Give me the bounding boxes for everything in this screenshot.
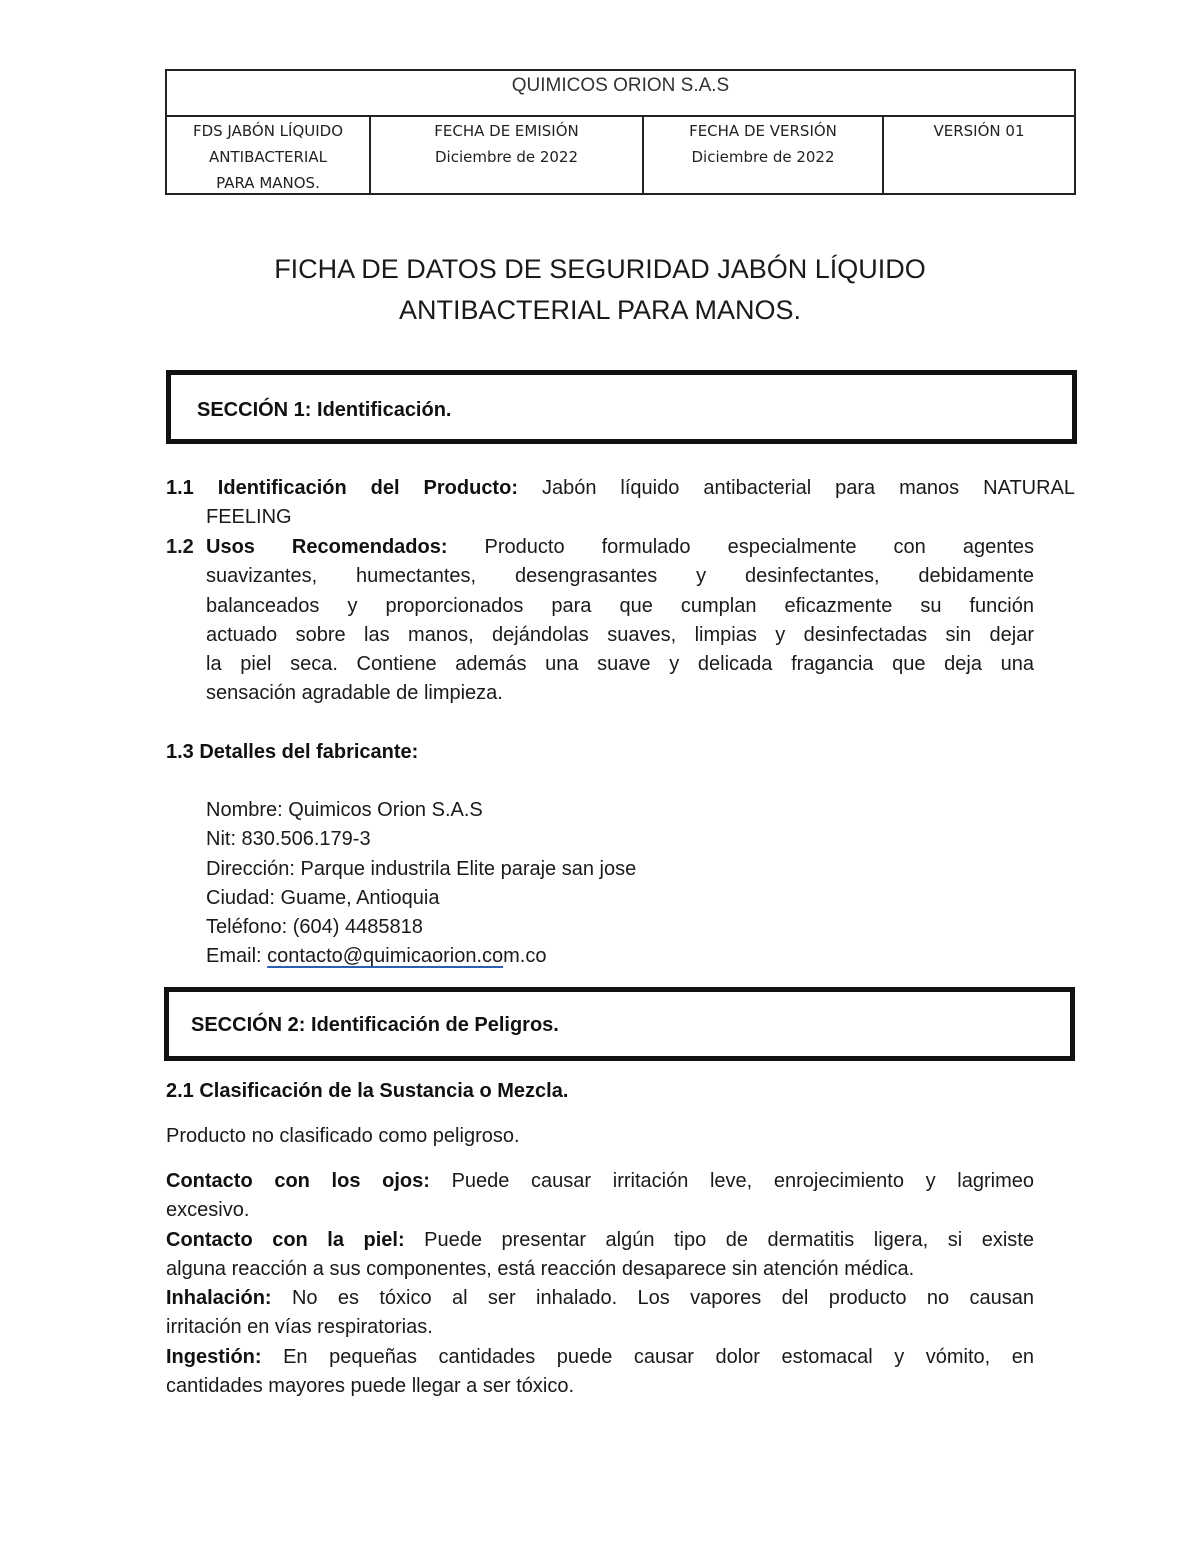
company-name: QUIMICOS ORION S.A.S xyxy=(167,71,1074,117)
hazard-label: Ingestión: xyxy=(166,1345,262,1368)
version-date: Diciembre de 2022 xyxy=(691,148,835,166)
manufacturer-details xyxy=(206,796,906,972)
section-1-heading-box xyxy=(166,370,1077,444)
item-recommended-uses xyxy=(166,533,1034,709)
item-text: FEELING xyxy=(206,506,292,529)
manufacturer-address: Dirección: Parque industrila Elite paraje san jose xyxy=(206,857,637,880)
hazard-text: excesivo. xyxy=(166,1199,250,1222)
item-text: la piel seca. Contiene además una suave y delicada fragancia que deja una xyxy=(206,653,1034,676)
item-text: Producto formulado especialmente con agentes xyxy=(484,536,1034,558)
hazard-ingestion xyxy=(166,1343,1034,1372)
manufacturer-email xyxy=(206,942,906,971)
section-2-heading: SECCIÓN 2: Identificación de Peligros. xyxy=(191,1014,559,1036)
classification-intro: Producto no clasificado como peligroso. xyxy=(166,1125,520,1147)
hazard-text: Puede causar irritación leve, enrojecimiento y lagrimeo xyxy=(451,1170,1035,1192)
item-text: sensación agradable de limpieza. xyxy=(206,682,503,705)
item-text: Jabón líquido antibacterial para manos NATURAL xyxy=(541,477,1076,499)
item-number: 1.2 xyxy=(166,536,194,558)
classification-heading xyxy=(166,1077,568,1106)
hazard-inhalation xyxy=(166,1284,1034,1313)
manufacturer-details-heading xyxy=(166,738,418,767)
title-line: ANTIBACTERIAL PARA MANOS. xyxy=(398,295,802,325)
item-text: balanceados y proporcionados para que cumplan eficazmente su función xyxy=(206,594,1034,617)
version-cell xyxy=(884,117,1074,195)
hazard-text: irritación en vías respiratorias. xyxy=(166,1316,433,1339)
page-title xyxy=(165,249,1035,331)
hazard-text: No es tóxico al ser inhalado. Los vapores del producto no causan xyxy=(291,1287,1034,1310)
document-name-line: PARA MANOS. xyxy=(216,174,320,192)
hazard-text: cantidades mayores puede llegar a ser tóxico. xyxy=(166,1375,575,1398)
classification-heading-text: 2.1 Clasificación de la Sustancia o Mezcla. xyxy=(166,1080,569,1102)
hazard-text: En pequeñas cantidades puede causar dolor estomacal y vómito, en xyxy=(283,1345,1034,1368)
hazard-text: Puede presentar algún tipo de dermatitis ligera, si existe xyxy=(424,1228,1034,1251)
item-label: Usos Recomendados: xyxy=(206,536,448,558)
manufacturer-phone: Teléfono: (604) 4485818 xyxy=(206,916,423,939)
hazard-label: Inhalación: xyxy=(166,1287,272,1310)
title-line: FICHA DE DATOS DE SEGURIDAD JABÓN LÍQUIDO xyxy=(274,254,926,284)
document-name-cell xyxy=(167,117,371,195)
item-product-identification xyxy=(166,474,1075,534)
manufacturer-city: Ciudad: Guame, Antioquia xyxy=(206,886,440,909)
document-name-line: FDS JABÓN LÍQUIDO xyxy=(192,122,344,140)
item-text: suavizantes, humectantes, desengrasantes y desinfectantes, debidamente xyxy=(206,565,1034,588)
version-number: VERSIÓN 01 xyxy=(933,122,1025,140)
document-name-line: ANTIBACTERIAL xyxy=(209,148,327,166)
hazards-list xyxy=(166,1167,1034,1401)
hazard-label: Contacto con los ojos: xyxy=(166,1170,430,1192)
item-number: 1.1 xyxy=(166,477,194,499)
emission-date-label: FECHA DE EMISIÓN xyxy=(434,122,579,140)
emission-date-cell xyxy=(371,117,644,195)
section-1-heading: SECCIÓN 1: Identificación. xyxy=(197,399,452,421)
email-label: Email: xyxy=(206,945,262,968)
manufacturer-heading-text: 1.3 Detalles del fabricante: xyxy=(166,741,419,763)
document-header-table xyxy=(165,69,1076,195)
hazard-label: Contacto con la piel: xyxy=(166,1228,405,1251)
version-date-label: FECHA DE VERSIÓN xyxy=(689,122,837,140)
manufacturer-nit: Nit: 830.506.179-3 xyxy=(206,828,371,851)
item-text: actuado sobre las manos, dejándolas suaves, limpias y desinfectadas sin dejar xyxy=(206,623,1034,646)
item-label: Identificación del Producto: xyxy=(217,477,518,499)
manufacturer-name: Nombre: Quimicos Orion S.A.S xyxy=(206,799,483,821)
email-tail: m.co xyxy=(503,945,547,968)
email-link[interactable]: contacto@quimicaorion.co xyxy=(267,945,504,968)
emission-date: Diciembre de 2022 xyxy=(434,148,579,166)
hazard-eyes xyxy=(166,1167,1034,1196)
hazard-text: alguna reacción a sus componentes, está reacción desaparece sin atención médica. xyxy=(166,1257,915,1280)
section-2-heading-box xyxy=(164,987,1075,1061)
version-date-cell xyxy=(644,117,884,195)
hazard-skin xyxy=(166,1226,1034,1255)
